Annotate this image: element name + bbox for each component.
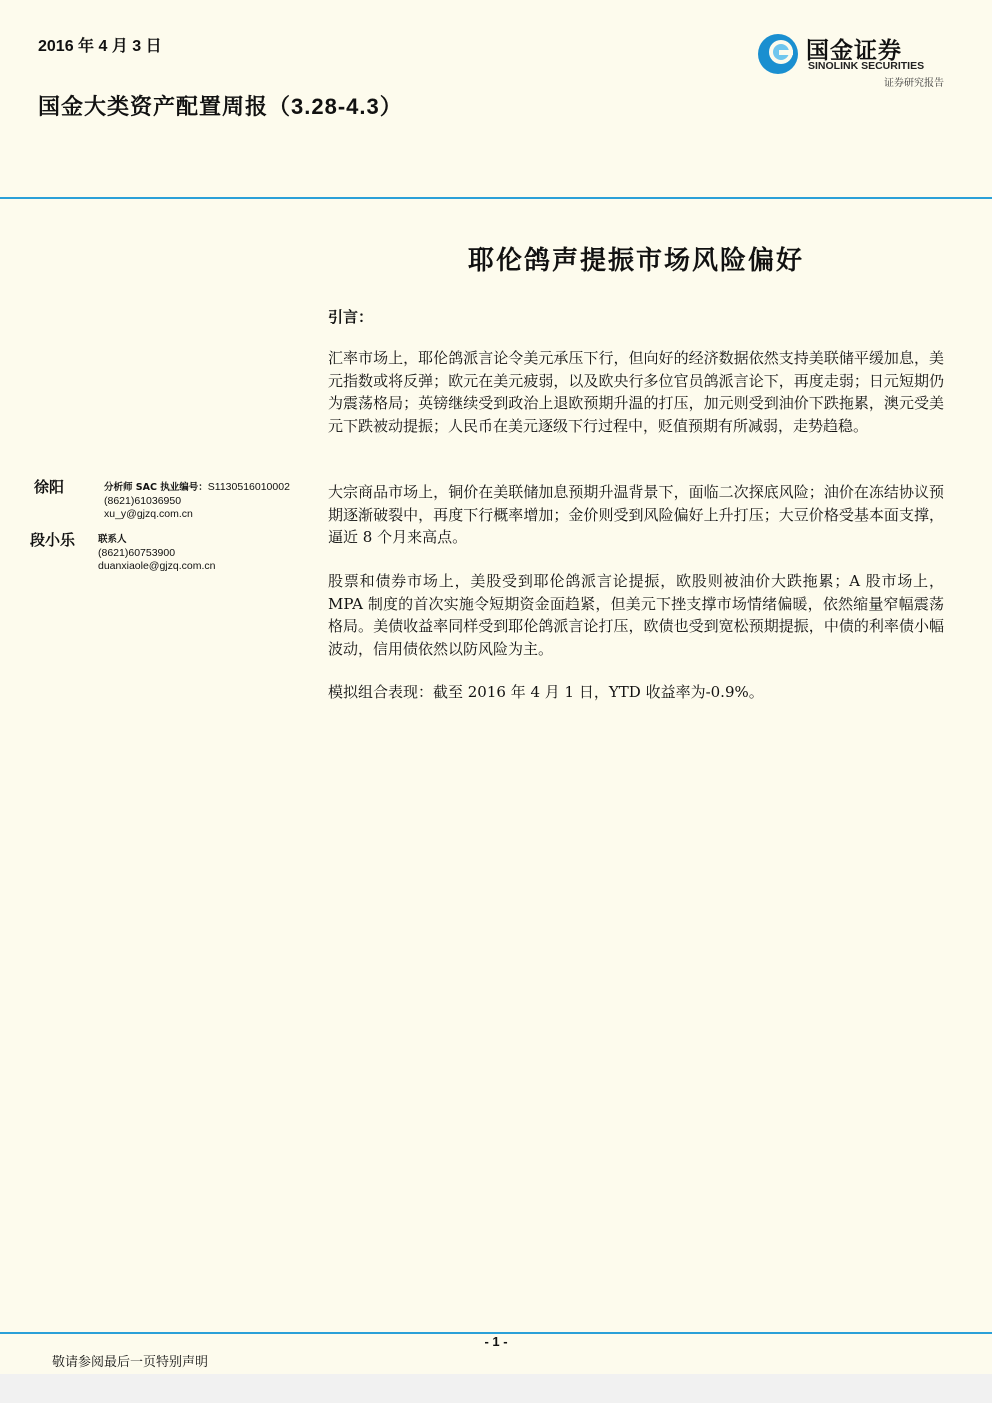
contact-name: 段小乐 <box>30 531 76 549</box>
intro-label: 引言： <box>328 308 374 326</box>
contact-role: 联系人 <box>98 534 127 545</box>
contact-phone: (8621)60753900 <box>98 546 176 559</box>
sinolink-logo-icon <box>756 32 800 76</box>
logo-name-en: SINOLINK SECURITIES <box>808 60 925 72</box>
report-date: 2016 年 4 月 3 日 <box>38 38 162 55</box>
paragraph-commodities: 大宗商品市场上，铜价在美联储加息预期升温背景下，面临二次探底风险；油价在冻结协议预期逐渐破裂中，再度下行概率增加；金价则受到风险偏好上升打压；大豆价格受基本面支撑，逼近 8 个月来高点。 <box>328 483 944 546</box>
paragraph-portfolio: 模拟组合表现：截至 2016 年 4 月 1 日，YTD 收益率为-0.9%。 <box>328 683 764 701</box>
paragraph-fx: 汇率市场上，耶伦鸽派言论令美元承压下行，但向好的经济数据依然支持美联储平缓加息，美元指数或将反弹；欧元在美元疲弱，以及欧央行多位官员鸽派言论下，再度走弱；日元短期仍为震荡格局；英镑继续受到政治上退欧预期升温的打压，加元则受到油价下跌拖累，澳元受美元下跌被动提振；人民币在美元逐级下行过程中，贬值预期有所减弱，走势趋稳。 <box>328 349 944 435</box>
paragraph-equities-bonds: 股票和债券市场上，美股受到耶伦鸽派言论提振，欧股则被油价大跌拖累；A 股市场上，MPA 制度的首次实施令短期资金面趋紧，但美元下挫支撑市场情绪偏暖，依然缩量窄幅震荡格局。美债收益率同样受到耶伦鸽派言论打压，欧债也受到宽松预期提振，中债的利率债小幅波动，信用债依然以防风险为主。 <box>328 572 944 658</box>
report-title-text: 国金大类资产配置周报 <box>38 94 269 120</box>
analyst-contact <box>104 481 290 522</box>
headline: 耶伦鸽声提振市场风险偏好 <box>467 246 804 276</box>
report-title <box>38 90 403 121</box>
contact-email: duanxiaole@gjzq.com.cn <box>98 560 216 572</box>
disclaimer: 敬请参阅最后一页特别声明 <box>52 1355 209 1370</box>
company-logo <box>756 30 946 92</box>
logo-name-cn: 国金证券 <box>806 38 902 64</box>
analyst-sac-id: S1130516010002 <box>207 481 290 493</box>
page-number: - 1 - <box>484 1334 508 1349</box>
header-divider <box>0 197 992 199</box>
logo-subtitle: 证券研究报告 <box>884 78 944 89</box>
analyst-phone: (8621)61036950 <box>104 494 182 507</box>
analyst-email: xu_y@gjzq.com.cn <box>104 508 193 520</box>
analyst-name: 徐阳 <box>34 478 65 496</box>
report-date-range: （3.28-4.3） <box>268 94 403 119</box>
contact-details <box>98 533 215 574</box>
footer-band <box>0 1374 992 1403</box>
analyst-role: 分析师 SAC 执业编号： <box>104 482 208 493</box>
